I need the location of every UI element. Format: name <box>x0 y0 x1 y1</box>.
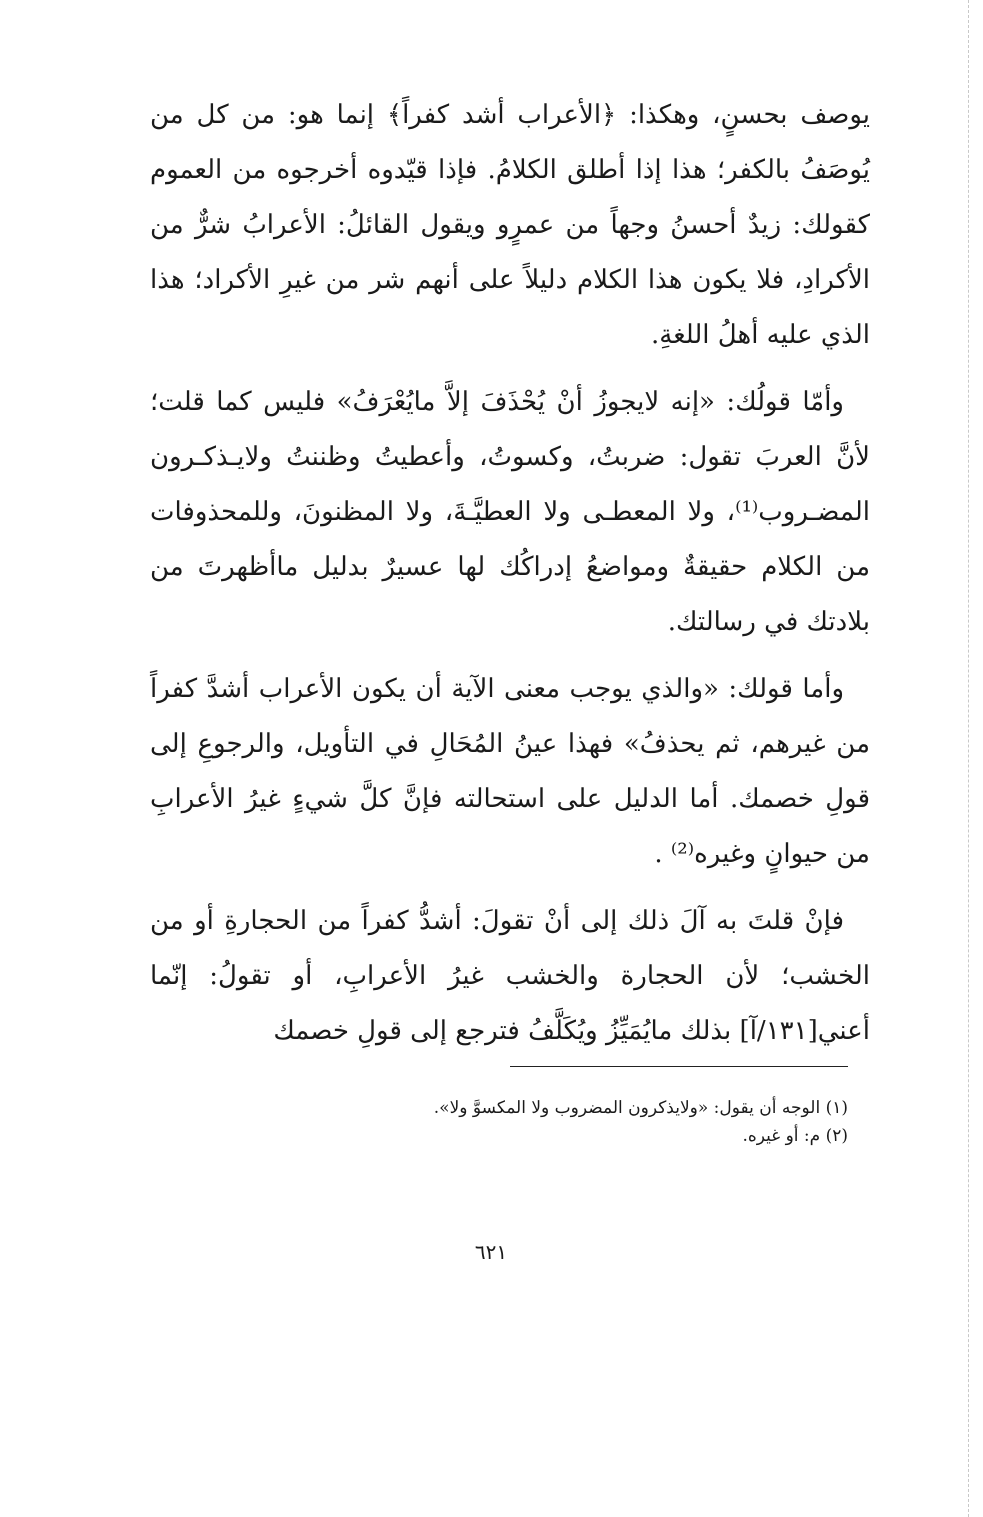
main-text <box>150 88 870 1071</box>
paragraph-3: وأما قولك: «والذي يوجب معنى الآية أن يكون الأعراب أشدَّ كفراً من غيرهم، ثم يحذفُ» فهذا عينُ المُحَالِ في التأويل، والرجوعِ إلى قولِ خصمك. أما الدليل على استحالته فإنَّ كلَّ شيءٍ غيرُ الأعرابِ من حيوانٍ وغيره⁽²⁾ . <box>150 674 870 869</box>
footnote-divider <box>510 1066 848 1067</box>
paragraph-1: يوصف بحسنٍ، وهكذا: ﴿الأعراب أشد كفراً﴾ إنما هو: من كل من يُوصَفُ بالكفر؛ هذا إذا أطلق الكلامُ. فإذا قيّدوه أخرجوه من العموم كقولك: زيدٌ أحسنُ وجهاً من عمرٍو ويقول القائلُ: الأعرابُ شرٌّ من الأكرادِ، فلا يكون هذا الكلام دليلاً على أنهم شر من غيرِ الأكراد؛ هذا الذي عليه أهلُ اللغةِ. <box>150 100 870 350</box>
footnotes <box>400 1094 848 1150</box>
page-number: ٦٢١ <box>474 1240 508 1264</box>
scan-edge-line <box>968 0 970 1517</box>
paragraph-4: فإنْ قلتَ به آلَ ذلك إلى أنْ تقولَ: أشدُّ كفراً من الحجارةِ أو من الخشب؛ لأن الحجارة والخشب غيرُ الأعرابِ، أو تقولُ: إنّما أعني[١٣١/آ] بذلك مايُمَيِّزُ ويُكَلَّفُ فترجع إلى قولِ خصمك <box>150 906 870 1046</box>
paragraph-2: وأمّا قولُك: «إنه لايجوزُ أنْ يُحْذَفَ إلاَّ مايُعْرَفُ» فليس كما قلت؛ لأنَّ العربَ تقول: ضربتُ، وكسوتُ، وأعطيتُ وظننتُ ولايـذكـرون المضـروب⁽¹⁾، ولا المعطـى ولا العطيَّـةَ، ولا المظنونَ، وللمحذوفات من الكلام حقيقةٌ ومواضعُ إدراكُك لها عسيرٌ بدليل ماأظهرتَ من بلادتك في رسالتك. <box>150 387 871 637</box>
footnote-2: (٢) م: أو غيره. <box>742 1126 848 1146</box>
footnote-1: (١) الوجه أن يقول: «ولايذكرون المضروب ولا المكسوَّ ولا». <box>433 1098 848 1118</box>
